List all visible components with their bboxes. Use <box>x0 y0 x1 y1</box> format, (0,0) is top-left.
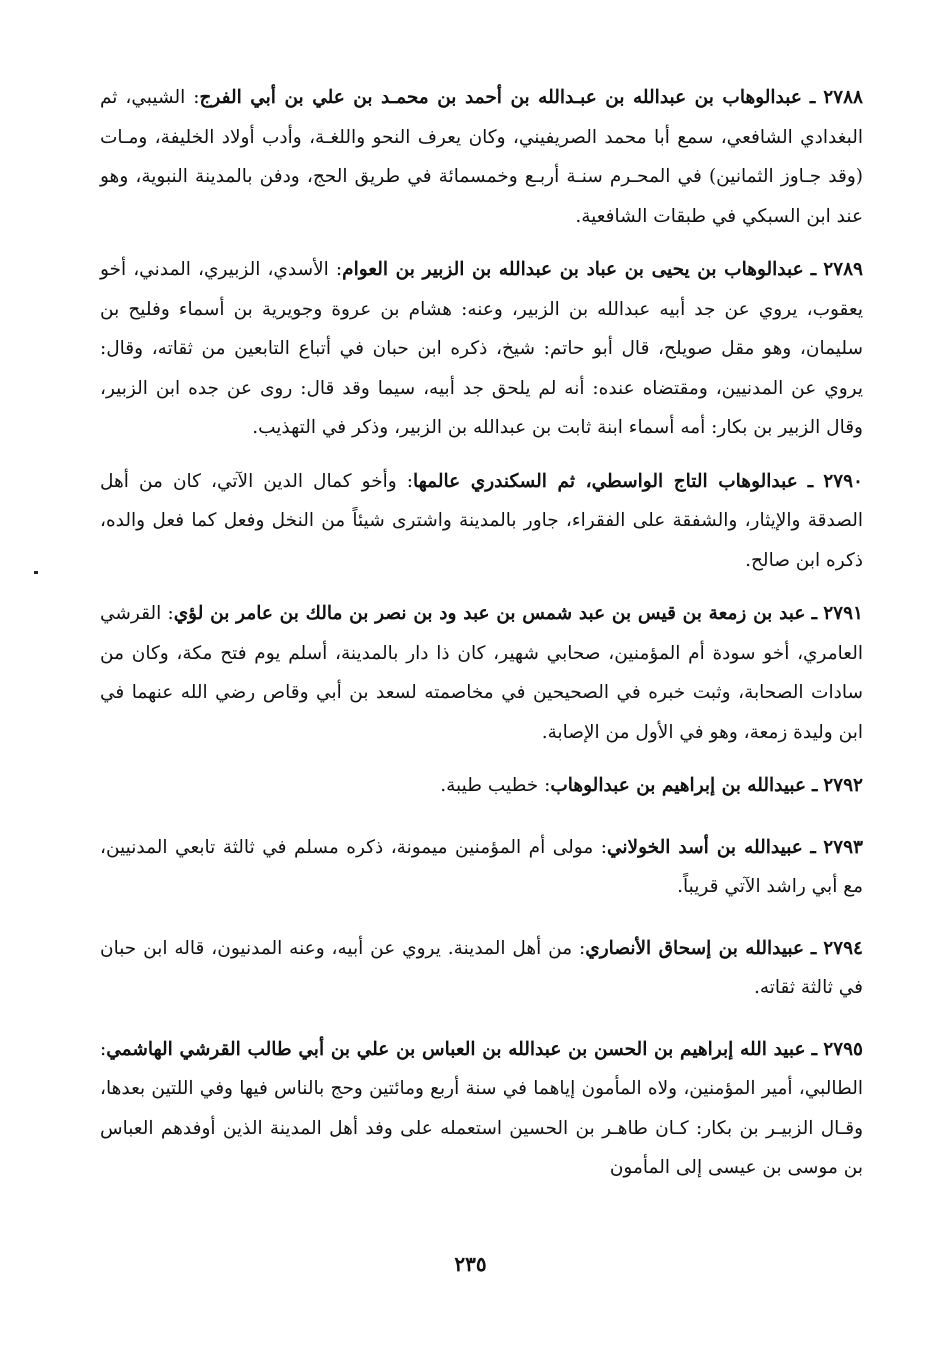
entry-body: خطيب طيبة. <box>440 775 539 796</box>
entry-body: مولى أم المؤمنين ميمونة، ذكره مسلم في ثالثة تابعي المدنيين، مع أبي راشد الآتي قريباً. <box>100 836 863 897</box>
entry-name: عبدالوهاب التاج الواسطي، ثم السكندري عالمها <box>412 470 798 492</box>
entry-number: ٢٧٩٤ <box>823 937 863 959</box>
entry-name: عبد بن زمعة بن قيس بن عبد شمس بن عبد ود بن نصر بن مالك بن عامر بن لؤي <box>173 603 806 624</box>
entry-2790: ٢٧٩٠ ـ عبدالوهاب التاج الواسطي، ثم السكندري عالمها: وأخو كمال الدين الآتي، كان من أهل الصدقة والإيثار، والشفقة على الفقراء، جاور بالمدينة واشترى شيئاً من النخل وفعل كما فعل والده، ذكره ابن صالح. <box>100 470 863 571</box>
entry-number: ٢٧٩٢ <box>823 775 863 796</box>
entry-dash: ـ <box>811 1038 818 1060</box>
entry-2793: ٢٧٩٣ ـ عبيدالله بن أسد الخولاني: مولى أم المؤمنين ميمونة، ذكره مسلم في ثالثة تابعي المدنيين، مع أبي راشد الآتي قريباً. <box>100 836 863 897</box>
entry-body: القرشي العامري، أخو سودة أم المؤمنين، صحابي شهير، كان ذا دار بالمدينة، أسلم يوم فتح مكة، وكان من سادات الصحابة، وثبت خبره في الصحيحين في مخاصمته لسعد بن أبي وقاص رضي الله عنهما في ابن وليدة زمعة، وهو في الأول من الإصابة. <box>100 603 863 743</box>
entry-name: عبيد الله إبراهيم بن الحسن بن عبدالله بن العباس بن علي بن أبي طالب القرشي الهاشمي <box>106 1038 806 1060</box>
entry-dash: ـ <box>810 836 816 858</box>
entry-number: ٢٧٩٠ <box>823 470 863 492</box>
entry-name: عبيدالله بن إبراهيم بن عبدالوهاب <box>550 775 807 796</box>
entry-name: عبيدالله بن إسحاق الأنصاري <box>585 937 805 959</box>
entry-body: وأخو كمال الدين الآتي، كان من أهل الصدقة والإيثار، والشفقة على الفقراء، جاور بالمدينة واشترى شيئاً من النخل وفعل كما فعل والده، ذكره ابن صالح. <box>100 470 863 571</box>
entry-2795: ٢٧٩٥ ـ عبيد الله إبراهيم بن الحسن بن عبدالله بن العباس بن علي بن أبي طالب القرشي الهاشمي: الطالبي، أمير المؤمنين، ولاه المأمون إياهما في سنة أربع ومائتين وحج بالناس فيها وفي اللتين بعدها، وقـال الزبيـر بن بكار: كـان طاهـر بن الحسين استعمله على وفد أهل المدينة الذين أوفدهم العباس بن موسى بن عيسى إلى المأمون <box>100 1038 863 1178</box>
entry-number: ٢٧٩٥ <box>823 1038 863 1060</box>
entry-name: عبيدالله بن أسد الخولاني <box>606 836 803 858</box>
text-block <box>100 78 863 1188</box>
entry-dash: ـ <box>809 87 816 108</box>
entry-name: عبدالوهاب بن يحيى بن عباد بن عبدالله بن الزبير بن العوام <box>342 259 804 280</box>
entry-dash: ـ <box>811 603 818 624</box>
entry-2788: ٢٧٨٨ ـ عبدالوهاب بن عبدالله بن عبـدالله بن أحمد بن محمـد بن علي بن أبي الفرج: الشيبي، ثم البغدادي الشافعي، سمع أبا محمد الصريفيني، وكان يعرف النحو واللغـة، وأدب أولاد الخليفة، ومـات (وقد جـاوز الثمانين) في المحـرم سنـة أربـع وخمسمائة في طريق الحج، ودفن بالمدينة النبوية، وهو عند ابن السبكي في طبقات الشافعية. <box>100 87 863 227</box>
entry-body: من أهل المدينة. يروي عن أبيه، وعنه المدنيون، قاله ابن حبان في ثالثة ثقاته. <box>100 937 863 998</box>
entry-body: الأسدي، الزبيري، المدني، أخو يعقوب، يروي عن جد أبيه عبدالله بن الزبير، وعنه: هشام بن عروة وجويرية بن أسماء وفليح بن سليمان، وهو مقل صويلح، قال أبو حاتم: شيخ، ذكره ابن حبان في أتباع التابعين من ثقاته، وقال: يروي عن المدنيين، ومقتضاه عنده: أنه لم يلحق جد أبيه، سيما وقد قال: روى عن جده ابن الزبير، وقال الزبير بن بكار: أمه أسماء ابنة ثابت بن عبدالله بن الزبير، وذكر في التهذيب. <box>100 259 863 438</box>
entry-2792: ٢٧٩٢ ـ عبيدالله بن إبراهيم بن عبدالوهاب: خطيب طيبة. <box>440 775 863 796</box>
entry-name: عبدالوهاب بن عبدالله بن عبـدالله بن أحمد بن محمـد بن علي بن أبي الفرج <box>199 87 802 108</box>
entry-2794: ٢٧٩٤ ـ عبيدالله بن إسحاق الأنصاري: من أهل المدينة. يروي عن أبيه، وعنه المدنيون، قاله ابن حبان في ثالثة ثقاته. <box>100 937 863 998</box>
entry-2791: ٢٧٩١ ـ عبد بن زمعة بن قيس بن عبد شمس بن عبد ود بن نصر بن مالك بن عامر بن لؤي: القرشي العامري، أخو سودة أم المؤمنين، صحابي شهير، كان ذا دار بالمدينة، أسلم يوم فتح مكة، وكان من سادات الصحابة، وثبت خبره في الصحيحين في مخاصمته لسعد بن أبي وقاص رضي الله عنهما في ابن وليدة زمعة، وهو في الأول من الإصابة. <box>100 603 863 743</box>
margin-mark <box>34 571 38 574</box>
entry-body: الطالبي، أمير المؤمنين، ولاه المأمون إياهما في سنة أربع ومائتين وحج بالناس فيها وفي اللتين بعدها، وقـال الزبيـر بن بكار: كـان طاهـر بن الحسين استعمله على وفد أهل المدينة الذين أوفدهم العباس بن موسى بن عيسى إلى المأمون <box>100 1078 863 1178</box>
page-number: ٢٣٥ <box>454 1252 487 1276</box>
entry-dash: ـ <box>807 470 814 492</box>
entry-number: ٢٧٨٩ <box>823 259 863 280</box>
entry-2789: ٢٧٨٩ ـ عبدالوهاب بن يحيى بن عباد بن عبدالله بن الزبير بن العوام: الأسدي، الزبيري، المدني، أخو يعقوب، يروي عن جد أبيه عبدالله بن الزبير، وعنه: هشام بن عروة وجويرية بن أسماء وفليح بن سليمان، وهو مقل صويلح، قال أبو حاتم: شيخ، ذكره ابن حبان في أتباع التابعين من ثقاته، وقال: يروي عن المدنيين، ومقتضاه عنده: أنه لم يلحق جد أبيه، سيما وقد قال: روى عن جده ابن الزبير، وقال الزبير بن بكار: أمه أسماء ابنة ثابت بن عبدالله بن الزبير، وذكر في التهذيب. <box>100 259 863 438</box>
entry-number: ٢٧٩٣ <box>823 836 863 858</box>
entry-body: الشيبي، ثم البغدادي الشافعي، سمع أبا محمد الصريفيني، وكان يعرف النحو واللغـة، وأدب أولاد الخليفة، ومـات (وقد جـاوز الثمانين) في المحـرم سنـة أربـع وخمسمائة في طريق الحج، ودفن بالمدينة النبوية، وهو عند ابن السبكي في طبقات الشافعية. <box>100 87 863 227</box>
entry-dash: ـ <box>811 775 818 796</box>
entry-dash: ـ <box>810 259 817 280</box>
entry-number: ٢٧٨٨ <box>823 87 863 108</box>
entry-dash: ـ <box>810 937 817 959</box>
entry-number: ٢٧٩١ <box>823 603 863 624</box>
